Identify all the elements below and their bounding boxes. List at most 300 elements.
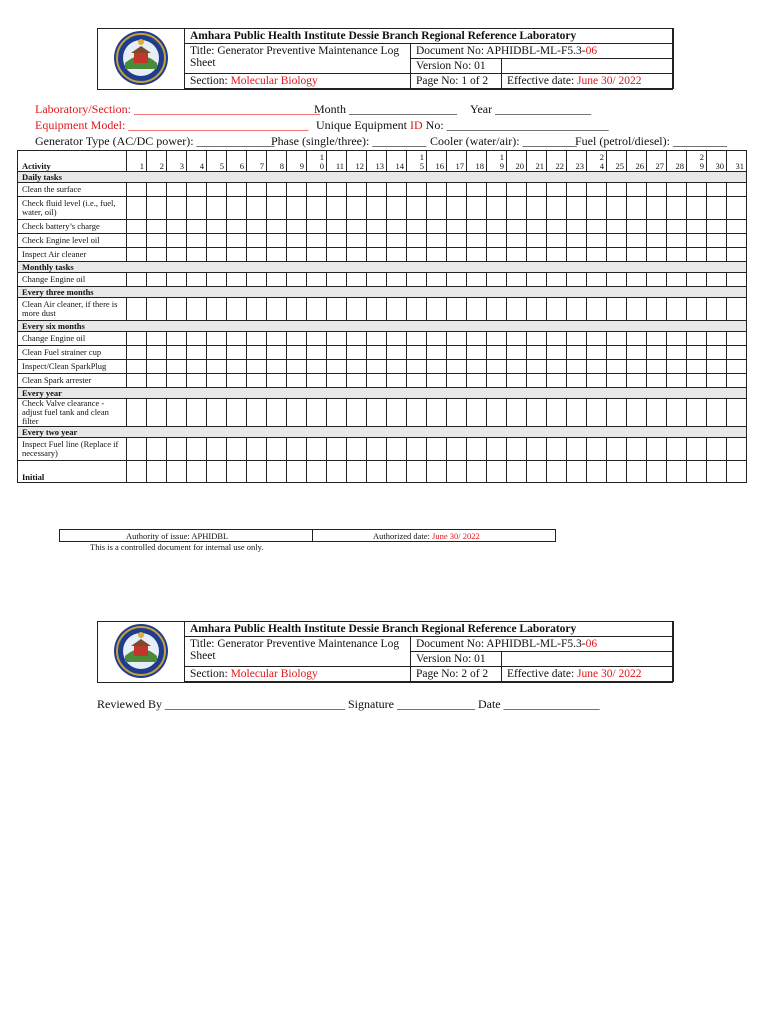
day-check-cell[interactable]: [647, 183, 667, 197]
day-check-cell[interactable]: [347, 360, 367, 374]
day-check-cell[interactable]: [347, 197, 367, 220]
day-check-cell[interactable]: [127, 360, 147, 374]
day-check-cell[interactable]: [167, 346, 187, 360]
day-check-cell[interactable]: [307, 374, 327, 388]
phase-field[interactable]: Phase (single/three): _________: [271, 134, 427, 148]
day-check-cell[interactable]: [687, 273, 707, 287]
day-check-cell[interactable]: [247, 374, 267, 388]
day-check-cell[interactable]: [627, 183, 647, 197]
day-check-cell[interactable]: [467, 346, 487, 360]
day-check-cell[interactable]: [587, 374, 607, 388]
day-check-cell[interactable]: [127, 183, 147, 197]
day-check-cell[interactable]: [547, 220, 567, 234]
day-check-cell[interactable]: [587, 360, 607, 374]
day-check-cell[interactable]: [687, 346, 707, 360]
day-check-cell[interactable]: [347, 399, 367, 427]
day-check-cell[interactable]: [307, 273, 327, 287]
day-check-cell[interactable]: [427, 399, 447, 427]
day-check-cell[interactable]: [567, 298, 587, 321]
day-check-cell[interactable]: [627, 346, 647, 360]
day-check-cell[interactable]: [707, 374, 727, 388]
day-check-cell[interactable]: [647, 298, 667, 321]
day-check-cell[interactable]: [427, 332, 447, 346]
day-check-cell[interactable]: [727, 248, 747, 262]
day-check-cell[interactable]: [647, 197, 667, 220]
day-check-cell[interactable]: [147, 298, 167, 321]
day-check-cell[interactable]: [287, 332, 307, 346]
day-check-cell[interactable]: [307, 220, 327, 234]
day-check-cell[interactable]: [287, 461, 307, 483]
day-check-cell[interactable]: [667, 332, 687, 346]
day-check-cell[interactable]: [727, 197, 747, 220]
day-check-cell[interactable]: [707, 273, 727, 287]
day-check-cell[interactable]: [287, 234, 307, 248]
day-check-cell[interactable]: [287, 273, 307, 287]
day-check-cell[interactable]: [587, 461, 607, 483]
day-check-cell[interactable]: [467, 220, 487, 234]
day-check-cell[interactable]: [667, 298, 687, 321]
day-check-cell[interactable]: [567, 461, 587, 483]
day-check-cell[interactable]: [167, 220, 187, 234]
day-check-cell[interactable]: [567, 360, 587, 374]
day-check-cell[interactable]: [627, 248, 647, 262]
day-check-cell[interactable]: [607, 332, 627, 346]
day-check-cell[interactable]: [567, 273, 587, 287]
day-check-cell[interactable]: [267, 248, 287, 262]
day-check-cell[interactable]: [207, 298, 227, 321]
day-check-cell[interactable]: [567, 399, 587, 427]
day-check-cell[interactable]: [467, 248, 487, 262]
day-check-cell[interactable]: [387, 273, 407, 287]
day-check-cell[interactable]: [387, 346, 407, 360]
day-check-cell[interactable]: [407, 220, 427, 234]
day-check-cell[interactable]: [147, 197, 167, 220]
day-check-cell[interactable]: [467, 298, 487, 321]
day-check-cell[interactable]: [687, 248, 707, 262]
day-check-cell[interactable]: [527, 234, 547, 248]
day-check-cell[interactable]: [527, 461, 547, 483]
day-check-cell[interactable]: [127, 234, 147, 248]
day-check-cell[interactable]: [407, 374, 427, 388]
day-check-cell[interactable]: [207, 332, 227, 346]
day-check-cell[interactable]: [687, 197, 707, 220]
day-check-cell[interactable]: [367, 461, 387, 483]
day-check-cell[interactable]: [347, 183, 367, 197]
day-check-cell[interactable]: [607, 220, 627, 234]
day-check-cell[interactable]: [427, 197, 447, 220]
day-check-cell[interactable]: [187, 332, 207, 346]
equipment-model-field[interactable]: Equipment Model: ______________________________: [35, 118, 309, 132]
day-check-cell[interactable]: [467, 461, 487, 483]
day-check-cell[interactable]: [727, 360, 747, 374]
day-check-cell[interactable]: [727, 374, 747, 388]
day-check-cell[interactable]: [407, 399, 427, 427]
day-check-cell[interactable]: [607, 438, 627, 461]
day-check-cell[interactable]: [427, 360, 447, 374]
day-check-cell[interactable]: [267, 273, 287, 287]
day-check-cell[interactable]: [607, 248, 627, 262]
day-check-cell[interactable]: [587, 248, 607, 262]
day-check-cell[interactable]: [187, 197, 207, 220]
day-check-cell[interactable]: [587, 438, 607, 461]
day-check-cell[interactable]: [567, 248, 587, 262]
day-check-cell[interactable]: [727, 298, 747, 321]
day-check-cell[interactable]: [347, 248, 367, 262]
day-check-cell[interactable]: [247, 197, 267, 220]
day-check-cell[interactable]: [667, 438, 687, 461]
day-check-cell[interactable]: [347, 298, 367, 321]
day-check-cell[interactable]: [487, 248, 507, 262]
day-check-cell[interactable]: [307, 197, 327, 220]
day-check-cell[interactable]: [127, 399, 147, 427]
day-check-cell[interactable]: [287, 374, 307, 388]
day-check-cell[interactable]: [407, 298, 427, 321]
day-check-cell[interactable]: [367, 197, 387, 220]
day-check-cell[interactable]: [167, 374, 187, 388]
day-check-cell[interactable]: [507, 273, 527, 287]
day-check-cell[interactable]: [707, 248, 727, 262]
day-check-cell[interactable]: [467, 374, 487, 388]
day-check-cell[interactable]: [507, 461, 527, 483]
day-check-cell[interactable]: [647, 248, 667, 262]
day-check-cell[interactable]: [267, 332, 287, 346]
day-check-cell[interactable]: [247, 399, 267, 427]
day-check-cell[interactable]: [307, 332, 327, 346]
day-check-cell[interactable]: [647, 234, 667, 248]
day-check-cell[interactable]: [487, 197, 507, 220]
day-check-cell[interactable]: [307, 438, 327, 461]
day-check-cell[interactable]: [207, 461, 227, 483]
day-check-cell[interactable]: [487, 234, 507, 248]
day-check-cell[interactable]: [167, 234, 187, 248]
reviewed-by-line[interactable]: Reviewed By ______________________________ Signature _____________ Date ________________: [97, 697, 600, 711]
day-check-cell[interactable]: [227, 248, 247, 262]
day-check-cell[interactable]: [627, 220, 647, 234]
day-check-cell[interactable]: [507, 360, 527, 374]
day-check-cell[interactable]: [307, 234, 327, 248]
day-check-cell[interactable]: [167, 248, 187, 262]
day-check-cell[interactable]: [707, 399, 727, 427]
day-check-cell[interactable]: [587, 346, 607, 360]
day-check-cell[interactable]: [127, 438, 147, 461]
day-check-cell[interactable]: [667, 360, 687, 374]
day-check-cell[interactable]: [687, 234, 707, 248]
day-check-cell[interactable]: [187, 438, 207, 461]
day-check-cell[interactable]: [207, 234, 227, 248]
day-check-cell[interactable]: [447, 197, 467, 220]
day-check-cell[interactable]: [367, 273, 387, 287]
day-check-cell[interactable]: [507, 399, 527, 427]
day-check-cell[interactable]: [367, 374, 387, 388]
day-check-cell[interactable]: [547, 197, 567, 220]
day-check-cell[interactable]: [187, 183, 207, 197]
day-check-cell[interactable]: [207, 438, 227, 461]
day-check-cell[interactable]: [387, 438, 407, 461]
day-check-cell[interactable]: [267, 461, 287, 483]
day-check-cell[interactable]: [307, 298, 327, 321]
day-check-cell[interactable]: [387, 183, 407, 197]
day-check-cell[interactable]: [187, 374, 207, 388]
day-check-cell[interactable]: [467, 332, 487, 346]
day-check-cell[interactable]: [207, 197, 227, 220]
day-check-cell[interactable]: [727, 234, 747, 248]
day-check-cell[interactable]: [247, 298, 267, 321]
day-check-cell[interactable]: [407, 438, 427, 461]
day-check-cell[interactable]: [627, 399, 647, 427]
day-check-cell[interactable]: [687, 374, 707, 388]
day-check-cell[interactable]: [247, 234, 267, 248]
day-check-cell[interactable]: [327, 197, 347, 220]
day-check-cell[interactable]: [427, 234, 447, 248]
day-check-cell[interactable]: [227, 461, 247, 483]
day-check-cell[interactable]: [527, 332, 547, 346]
day-check-cell[interactable]: [667, 248, 687, 262]
day-check-cell[interactable]: [267, 399, 287, 427]
day-check-cell[interactable]: [487, 298, 507, 321]
day-check-cell[interactable]: [567, 332, 587, 346]
day-check-cell[interactable]: [667, 399, 687, 427]
day-check-cell[interactable]: [547, 374, 567, 388]
day-check-cell[interactable]: [587, 234, 607, 248]
day-check-cell[interactable]: [667, 234, 687, 248]
day-check-cell[interactable]: [547, 461, 567, 483]
day-check-cell[interactable]: [467, 360, 487, 374]
day-check-cell[interactable]: [647, 438, 667, 461]
day-check-cell[interactable]: [287, 346, 307, 360]
day-check-cell[interactable]: [287, 438, 307, 461]
day-check-cell[interactable]: [567, 234, 587, 248]
generator-type-field[interactable]: Generator Type (AC/DC power): _____________: [35, 134, 275, 148]
day-check-cell[interactable]: [167, 273, 187, 287]
day-check-cell[interactable]: [647, 220, 667, 234]
day-check-cell[interactable]: [207, 399, 227, 427]
day-check-cell[interactable]: [127, 374, 147, 388]
day-check-cell[interactable]: [167, 197, 187, 220]
day-check-cell[interactable]: [227, 399, 247, 427]
day-check-cell[interactable]: [387, 197, 407, 220]
day-check-cell[interactable]: [567, 438, 587, 461]
day-check-cell[interactable]: [547, 346, 567, 360]
lab-section-field[interactable]: Laboratory/Section: _______________________________: [35, 102, 320, 116]
day-check-cell[interactable]: [547, 298, 567, 321]
day-check-cell[interactable]: [207, 183, 227, 197]
day-check-cell[interactable]: [487, 399, 507, 427]
day-check-cell[interactable]: [447, 273, 467, 287]
day-check-cell[interactable]: [687, 438, 707, 461]
day-check-cell[interactable]: [127, 248, 147, 262]
day-check-cell[interactable]: [727, 461, 747, 483]
day-check-cell[interactable]: [407, 183, 427, 197]
day-check-cell[interactable]: [147, 332, 167, 346]
day-check-cell[interactable]: [387, 248, 407, 262]
day-check-cell[interactable]: [127, 346, 147, 360]
day-check-cell[interactable]: [507, 298, 527, 321]
day-check-cell[interactable]: [427, 273, 447, 287]
day-check-cell[interactable]: [647, 360, 667, 374]
day-check-cell[interactable]: [607, 197, 627, 220]
day-check-cell[interactable]: [127, 332, 147, 346]
day-check-cell[interactable]: [667, 346, 687, 360]
day-check-cell[interactable]: [167, 360, 187, 374]
day-check-cell[interactable]: [187, 298, 207, 321]
day-check-cell[interactable]: [567, 183, 587, 197]
month-field[interactable]: Month __________________: [314, 102, 458, 116]
day-check-cell[interactable]: [227, 298, 247, 321]
day-check-cell[interactable]: [367, 346, 387, 360]
day-check-cell[interactable]: [127, 461, 147, 483]
day-check-cell[interactable]: [247, 360, 267, 374]
day-check-cell[interactable]: [127, 273, 147, 287]
day-check-cell[interactable]: [167, 461, 187, 483]
day-check-cell[interactable]: [407, 360, 427, 374]
day-check-cell[interactable]: [467, 197, 487, 220]
day-check-cell[interactable]: [507, 248, 527, 262]
day-check-cell[interactable]: [507, 346, 527, 360]
day-check-cell[interactable]: [347, 346, 367, 360]
day-check-cell[interactable]: [387, 234, 407, 248]
day-check-cell[interactable]: [147, 399, 167, 427]
day-check-cell[interactable]: [527, 273, 547, 287]
day-check-cell[interactable]: [247, 248, 267, 262]
day-check-cell[interactable]: [707, 438, 727, 461]
day-check-cell[interactable]: [507, 220, 527, 234]
day-check-cell[interactable]: [327, 438, 347, 461]
day-check-cell[interactable]: [287, 360, 307, 374]
day-check-cell[interactable]: [207, 346, 227, 360]
day-check-cell[interactable]: [407, 461, 427, 483]
day-check-cell[interactable]: [727, 399, 747, 427]
day-check-cell[interactable]: [387, 332, 407, 346]
day-check-cell[interactable]: [467, 438, 487, 461]
day-check-cell[interactable]: [427, 438, 447, 461]
day-check-cell[interactable]: [227, 234, 247, 248]
day-check-cell[interactable]: [147, 234, 167, 248]
day-check-cell[interactable]: [707, 234, 727, 248]
day-check-cell[interactable]: [607, 374, 627, 388]
day-check-cell[interactable]: [327, 399, 347, 427]
day-check-cell[interactable]: [147, 461, 167, 483]
day-check-cell[interactable]: [627, 438, 647, 461]
day-check-cell[interactable]: [447, 220, 467, 234]
day-check-cell[interactable]: [287, 399, 307, 427]
day-check-cell[interactable]: [267, 374, 287, 388]
fuel-field[interactable]: Fuel (petrol/diesel): _________: [575, 134, 727, 148]
day-check-cell[interactable]: [367, 332, 387, 346]
day-check-cell[interactable]: [667, 461, 687, 483]
day-check-cell[interactable]: [367, 399, 387, 427]
day-check-cell[interactable]: [507, 197, 527, 220]
day-check-cell[interactable]: [467, 273, 487, 287]
day-check-cell[interactable]: [607, 346, 627, 360]
day-check-cell[interactable]: [167, 332, 187, 346]
day-check-cell[interactable]: [587, 273, 607, 287]
day-check-cell[interactable]: [727, 332, 747, 346]
day-check-cell[interactable]: [267, 346, 287, 360]
day-check-cell[interactable]: [447, 438, 467, 461]
day-check-cell[interactable]: [647, 273, 667, 287]
day-check-cell[interactable]: [187, 346, 207, 360]
day-check-cell[interactable]: [167, 183, 187, 197]
day-check-cell[interactable]: [447, 461, 467, 483]
day-check-cell[interactable]: [527, 399, 547, 427]
day-check-cell[interactable]: [427, 346, 447, 360]
day-check-cell[interactable]: [387, 298, 407, 321]
day-check-cell[interactable]: [447, 248, 467, 262]
day-check-cell[interactable]: [307, 360, 327, 374]
day-check-cell[interactable]: [307, 346, 327, 360]
day-check-cell[interactable]: [307, 461, 327, 483]
day-check-cell[interactable]: [707, 360, 727, 374]
day-check-cell[interactable]: [227, 273, 247, 287]
day-check-cell[interactable]: [207, 273, 227, 287]
day-check-cell[interactable]: [167, 438, 187, 461]
day-check-cell[interactable]: [387, 461, 407, 483]
day-check-cell[interactable]: [267, 438, 287, 461]
day-check-cell[interactable]: [247, 220, 267, 234]
day-check-cell[interactable]: [247, 332, 267, 346]
day-check-cell[interactable]: [547, 438, 567, 461]
day-check-cell[interactable]: [367, 220, 387, 234]
day-check-cell[interactable]: [427, 461, 447, 483]
day-check-cell[interactable]: [607, 183, 627, 197]
day-check-cell[interactable]: [327, 332, 347, 346]
day-check-cell[interactable]: [547, 399, 567, 427]
day-check-cell[interactable]: [247, 461, 267, 483]
day-check-cell[interactable]: [447, 332, 467, 346]
day-check-cell[interactable]: [287, 183, 307, 197]
day-check-cell[interactable]: [547, 360, 567, 374]
day-check-cell[interactable]: [187, 273, 207, 287]
day-check-cell[interactable]: [667, 374, 687, 388]
day-check-cell[interactable]: [127, 220, 147, 234]
day-check-cell[interactable]: [227, 220, 247, 234]
day-check-cell[interactable]: [207, 220, 227, 234]
day-check-cell[interactable]: [467, 234, 487, 248]
day-check-cell[interactable]: [447, 183, 467, 197]
day-check-cell[interactable]: [487, 360, 507, 374]
day-check-cell[interactable]: [647, 461, 667, 483]
day-check-cell[interactable]: [287, 220, 307, 234]
day-check-cell[interactable]: [667, 220, 687, 234]
day-check-cell[interactable]: [347, 438, 367, 461]
day-check-cell[interactable]: [127, 197, 147, 220]
day-check-cell[interactable]: [347, 374, 367, 388]
day-check-cell[interactable]: [607, 399, 627, 427]
day-check-cell[interactable]: [707, 197, 727, 220]
day-check-cell[interactable]: [647, 399, 667, 427]
day-check-cell[interactable]: [287, 298, 307, 321]
cooler-field[interactable]: Cooler (water/air): _________: [430, 134, 577, 148]
day-check-cell[interactable]: [507, 332, 527, 346]
day-check-cell[interactable]: [267, 220, 287, 234]
day-check-cell[interactable]: [567, 346, 587, 360]
day-check-cell[interactable]: [647, 374, 667, 388]
day-check-cell[interactable]: [527, 220, 547, 234]
day-check-cell[interactable]: [627, 273, 647, 287]
day-check-cell[interactable]: [627, 234, 647, 248]
day-check-cell[interactable]: [407, 234, 427, 248]
day-check-cell[interactable]: [527, 248, 547, 262]
day-check-cell[interactable]: [227, 197, 247, 220]
day-check-cell[interactable]: [407, 332, 427, 346]
day-check-cell[interactable]: [567, 197, 587, 220]
day-check-cell[interactable]: [687, 298, 707, 321]
day-check-cell[interactable]: [487, 374, 507, 388]
day-check-cell[interactable]: [427, 220, 447, 234]
day-check-cell[interactable]: [187, 220, 207, 234]
day-check-cell[interactable]: [487, 438, 507, 461]
day-check-cell[interactable]: [527, 438, 547, 461]
